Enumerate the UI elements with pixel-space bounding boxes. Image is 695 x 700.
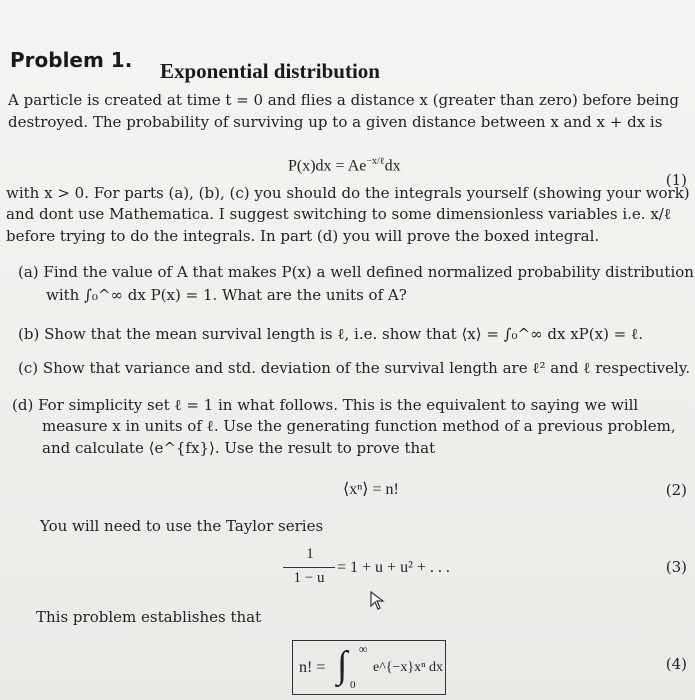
problem-title: Exponential distribution: [160, 59, 380, 83]
integral-sign-icon: ∫: [337, 644, 348, 686]
equation-3-number: (3): [665, 558, 687, 576]
equation-4-number: (4): [665, 655, 687, 673]
para2-line-1: with x > 0. For parts (a), (b), (c) you should do the integrals yourself (showing your work): [6, 184, 690, 202]
eq4-upper-limit: ∞: [359, 642, 368, 656]
intro-line-2: destroyed. The probability of surviving up to a given distance between x and x + dx is: [8, 113, 663, 131]
para2-line-2: and dont use Mathematica. I suggest switching to some dimensionless variables i.e. x/ℓ: [6, 205, 672, 223]
equation-2-number: (2): [665, 481, 687, 499]
establishes-text: This problem establishes that: [36, 608, 262, 626]
part-c-line-1: (c) Show that variance and std. deviation of the survival length are ℓ² and ℓ respectively.: [18, 359, 691, 377]
part-d-line-2: measure x in units of ℓ. Use the generating function method of a previous problem,: [42, 417, 676, 435]
part-a-line-1: (a) Find the value of A that makes P(x) a well defined normalized probability distribution: [18, 263, 694, 281]
eq4-integrand: e^{−x}xⁿ dx: [373, 660, 444, 675]
part-d-line-1: (d) For simplicity set ℓ = 1 in what follows. This is the equivalent to saying we will: [12, 396, 639, 414]
para2-line-3: before trying to do the integrals. In part (d) you will prove the boxed integral.: [6, 227, 600, 245]
part-d-line-3: and calculate ⟨e^{fx}⟩. Use the result to prove that: [42, 439, 436, 457]
eq4-lower-limit: 0: [350, 679, 356, 691]
mouse-cursor-icon: [370, 591, 386, 611]
equation-1: $P(x)dx = Ae^{-x/\ell}dx$: [288, 156, 401, 175]
problem-number: Problem 1.: [10, 48, 133, 72]
eq4-lhs: n! =: [299, 659, 326, 676]
eq3-rhs: = 1 + u + u² + . . .: [337, 559, 450, 576]
taylor-intro: You will need to use the Taylor series: [40, 517, 324, 535]
eq3-numerator: 1: [306, 546, 314, 562]
boxed-integral: [292, 640, 446, 695]
part-b-line-1: (b) Show that the mean survival length is ℓ, i.e. show that ⟨x⟩ = ∫₀^∞ dx xP(x) = ℓ.: [18, 325, 643, 343]
part-a-line-2: with ∫₀^∞ dx P(x) = 1. What are the units of A?: [46, 286, 407, 304]
eq3-fraction-bar: [283, 567, 335, 568]
equation-1-number: (1): [665, 171, 687, 189]
eq3-denominator: 1 − u: [293, 570, 325, 586]
equation-2: ⟨xⁿ⟩ = n!: [343, 481, 399, 498]
intro-line-1: A particle is created at time t = 0 and flies a distance x (greater than zero) before being: [8, 91, 679, 109]
